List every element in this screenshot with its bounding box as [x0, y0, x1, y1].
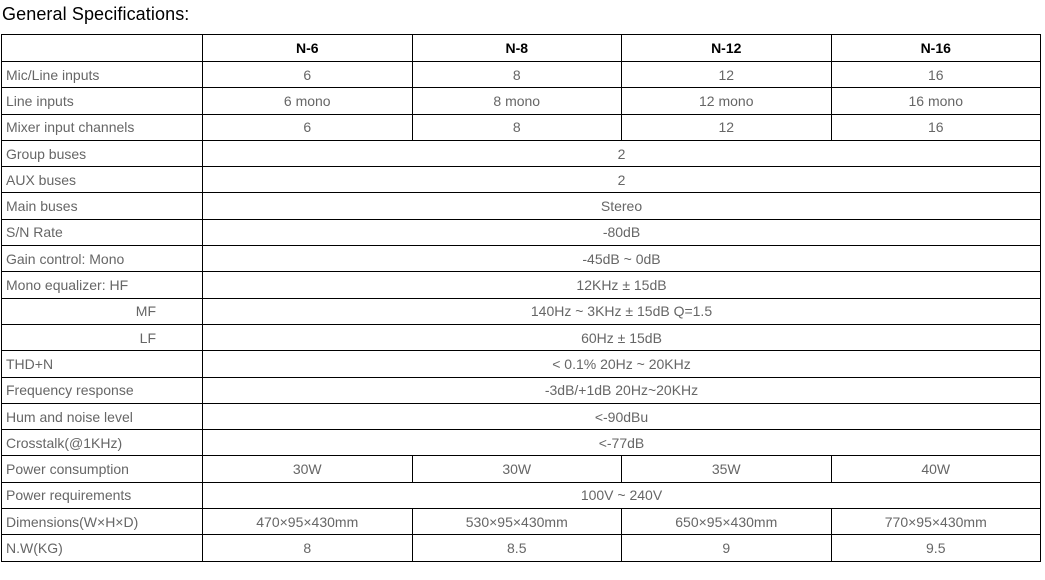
table-row — [2, 193, 1041, 219]
table-cell: 8 — [203, 535, 413, 561]
table-row — [2, 482, 1041, 508]
row-label: Main buses — [2, 193, 203, 219]
row-label: Mono equalizer: HF — [2, 272, 203, 298]
header-model-n16: N-16 — [831, 35, 1041, 62]
row-label: Gain control: Mono — [2, 246, 203, 272]
table-cell-merged: <-77dB — [203, 430, 1041, 456]
table-cell: 9.5 — [831, 535, 1041, 561]
row-label: Crosstalk(@1KHz) — [2, 430, 203, 456]
table-cell: 6 — [203, 62, 413, 88]
header-row — [2, 35, 1041, 62]
table-row — [2, 351, 1041, 377]
row-label: MF — [2, 298, 203, 324]
table-cell: 12 — [622, 114, 832, 140]
table-cell: 9 — [622, 535, 832, 561]
table-row — [2, 324, 1041, 350]
table-cell: 16 — [831, 114, 1041, 140]
table-row — [2, 62, 1041, 88]
table-cell: 30W — [203, 456, 413, 482]
table-row — [2, 114, 1041, 140]
row-label: Mic/Line inputs — [2, 62, 203, 88]
row-label: THD+N — [2, 351, 203, 377]
table-cell: 650×95×430mm — [622, 509, 832, 535]
table-row — [2, 298, 1041, 324]
table-cell-merged: < 0.1% 20Hz ~ 20KHz — [203, 351, 1041, 377]
table-cell: 40W — [831, 456, 1041, 482]
table-cell-merged: -80dB — [203, 219, 1041, 245]
row-label: Dimensions(W×H×D) — [2, 509, 203, 535]
table-row — [2, 430, 1041, 456]
table-row — [2, 140, 1041, 166]
table-row — [2, 167, 1041, 193]
table-cell-merged: 60Hz ± 15dB — [203, 324, 1041, 350]
table-cell: 8.5 — [412, 535, 622, 561]
row-label: S/N Rate — [2, 219, 203, 245]
table-cell: 6 — [203, 114, 413, 140]
table-cell: 16 mono — [831, 88, 1041, 114]
row-label: Line inputs — [2, 88, 203, 114]
table-cell-merged: -3dB/+1dB 20Hz~20KHz — [203, 377, 1041, 403]
table-row — [2, 219, 1041, 245]
row-label: Group buses — [2, 140, 203, 166]
table-cell: 12 — [622, 62, 832, 88]
row-label: Power requirements — [2, 482, 203, 508]
row-label: Mixer input channels — [2, 114, 203, 140]
table-row — [2, 509, 1041, 535]
table-cell-merged: 2 — [203, 140, 1041, 166]
table-cell: 470×95×430mm — [203, 509, 413, 535]
table-cell-merged: -45dB ~ 0dB — [203, 246, 1041, 272]
row-label: Power consumption — [2, 456, 203, 482]
table-cell: 8 — [412, 62, 622, 88]
table-row — [2, 456, 1041, 482]
table-cell: 8 mono — [412, 88, 622, 114]
header-model-n6: N-6 — [203, 35, 413, 62]
table-cell-merged: Stereo — [203, 193, 1041, 219]
table-cell: 6 mono — [203, 88, 413, 114]
row-label: AUX buses — [2, 167, 203, 193]
row-label: LF — [2, 324, 203, 350]
table-cell: 35W — [622, 456, 832, 482]
table-cell: 770×95×430mm — [831, 509, 1041, 535]
header-model-n8: N-8 — [412, 35, 622, 62]
row-label: N.W(KG) — [2, 535, 203, 561]
table-cell: 12 mono — [622, 88, 832, 114]
table-cell-merged: <-90dBu — [203, 403, 1041, 429]
table-row — [2, 535, 1041, 561]
table-row — [2, 403, 1041, 429]
table-row — [2, 88, 1041, 114]
table-row — [2, 377, 1041, 403]
header-model-n12: N-12 — [622, 35, 832, 62]
table-cell-merged: 2 — [203, 167, 1041, 193]
table-cell-merged: 100V ~ 240V — [203, 482, 1041, 508]
spec-table — [1, 34, 1041, 562]
table-cell: 8 — [412, 114, 622, 140]
table-cell-merged: 140Hz ~ 3KHz ± 15dB Q=1.5 — [203, 298, 1041, 324]
row-label: Frequency response — [2, 377, 203, 403]
page-title: General Specifications: — [2, 4, 190, 24]
table-row — [2, 246, 1041, 272]
table-cell: 16 — [831, 62, 1041, 88]
table-cell: 30W — [412, 456, 622, 482]
table-cell-merged: 12KHz ± 15dB — [203, 272, 1041, 298]
header-corner-cell — [2, 35, 203, 62]
table-row — [2, 272, 1041, 298]
row-label: Hum and noise level — [2, 403, 203, 429]
table-cell: 530×95×430mm — [412, 509, 622, 535]
